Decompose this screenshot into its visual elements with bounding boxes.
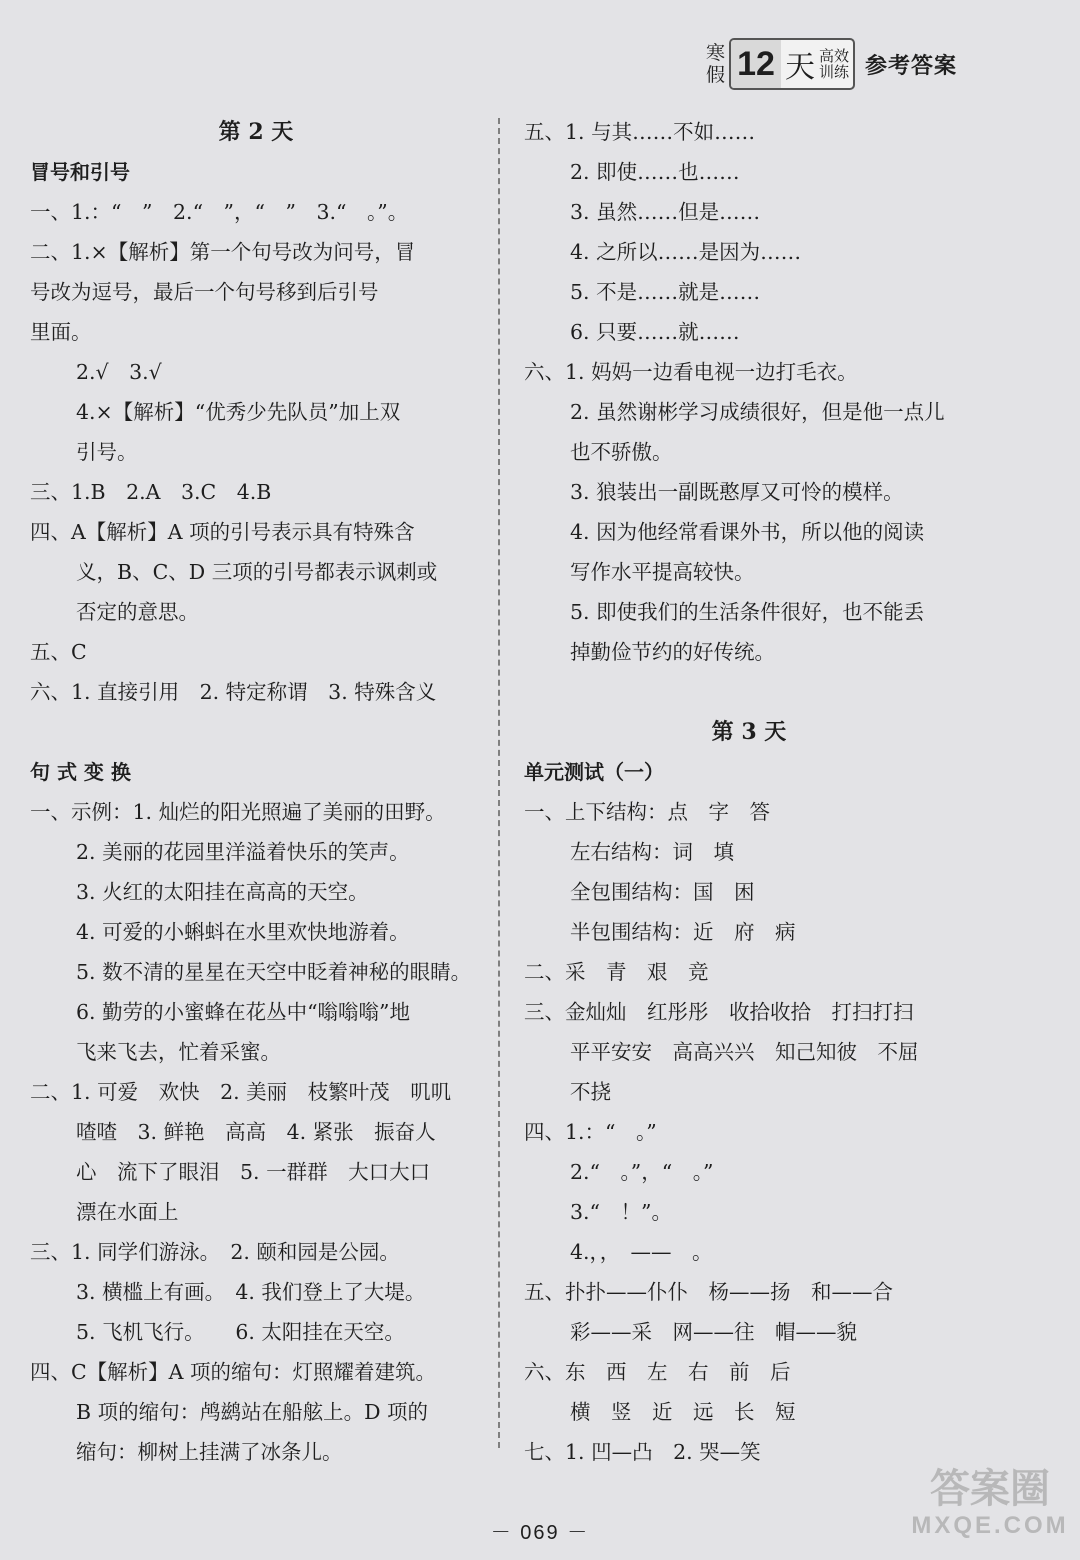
answer-line: 5. 不是……就是…… (570, 280, 761, 304)
answer-line: 五、C (30, 640, 87, 664)
header-sub-top: 高效 (819, 47, 850, 65)
answer-line: 4. 之所以……是因为…… (570, 240, 802, 264)
answer-line: 二、1.×【解析】第一个句号改为问号，冒 (30, 240, 416, 264)
answer-line: 漂在水面上 (76, 1200, 179, 1224)
answer-line: 喳喳 3. 鲜艳 高高 4. 紧张 振奋人 (76, 1120, 436, 1144)
answer-line: 3. 狼装出一副既憨厚又可怜的模样。 (570, 480, 904, 504)
column-divider (498, 118, 500, 1448)
header-season (706, 42, 725, 86)
answer-line: 七、1. 凹—凸 2. 哭—笑 (524, 1440, 761, 1464)
answer-line: 否定的意思。 (76, 600, 199, 624)
answer-line: 3. 火红的太阳挂在高高的天空。 (76, 880, 369, 904)
answer-line: 掉勤俭节约的好传统。 (570, 640, 775, 664)
answer-line: 五、扑扑——仆仆 杨——扬 和——合 (524, 1280, 893, 1304)
answer-line: 不挠 (570, 1080, 611, 1104)
answer-line: 引号。 (76, 440, 138, 464)
answer-line: 5. 飞机飞行。 6. 太阳挂在天空。 (76, 1320, 405, 1344)
answer-line: 二、1. 可爱 欢快 2. 美丽 枝繁叶茂 叽叽 (30, 1080, 452, 1104)
answer-line: 3.“ ！”。 (570, 1200, 673, 1224)
header-day-count: 12 (731, 40, 781, 88)
answer-line: 4.×【解析】“优秀少先队员”加上双 (76, 400, 401, 424)
answer-line: 2. 美丽的花园里洋溢着快乐的笑声。 (76, 840, 410, 864)
header-sub-bottom: 训练 (819, 63, 850, 81)
watermark-logo (900, 1466, 1080, 1540)
header-answer-label: 参考答案 (865, 52, 958, 79)
answer-line: 号改为逗号，最后一个句号移到后引号 (30, 280, 379, 304)
answer-line: 2.“ 。”，“ 。” (570, 1160, 714, 1184)
answer-line: 三、1. 同学们游泳。 2. 颐和园是公园。 (30, 1240, 400, 1264)
answer-line: 2. 即使……也…… (570, 160, 740, 184)
answer-line: 缩句：柳树上挂满了冰条儿。 (76, 1440, 343, 1464)
answer-line: 5. 数不清的星星在天空中眨着神秘的眼睛。 (76, 960, 472, 984)
answer-line: 五、1. 与其……不如…… (524, 120, 756, 144)
section-heading: 句 式 变 换 (30, 760, 131, 784)
header-logo-box (729, 38, 855, 90)
right-column (524, 112, 974, 1472)
answer-line: 2.√ 3.√ (76, 360, 162, 384)
left-column (30, 112, 482, 1472)
answer-line: 四、1.：“ 。” (524, 1120, 657, 1144)
answer-line: 6. 勤劳的小蜜蜂在花丛中“嗡嗡嗡”地 (76, 1000, 411, 1024)
answer-line: 里面。 (30, 320, 92, 344)
section-heading: 冒号和引号 (30, 160, 130, 184)
answer-line: 四、A【解析】A 项的引号表示具有特殊含 (30, 520, 415, 544)
answer-line: 平平安安 高高兴兴 知己知彼 不屈 (570, 1040, 919, 1064)
answer-line: 三、金灿灿 红彤彤 收拾收拾 打扫打扫 (524, 1000, 914, 1024)
answer-line: 心 流下了眼泪 5. 一群群 大口大口 (76, 1160, 431, 1184)
answer-line: 六、1. 妈妈一边看电视一边打毛衣。 (524, 360, 858, 384)
answer-line: 一、1.：“ ” 2.“ ”，“ ” 3.“ 。”。 (30, 200, 409, 224)
watermark-text: MXQE.COM (911, 1512, 1069, 1539)
header-tian: 天 (785, 50, 816, 85)
answer-line: 6. 只要……就…… (570, 320, 740, 344)
watermark-mark: 答案圈 (930, 1466, 1050, 1512)
answer-line: 三、1.B 2.A 3.C 4.B (30, 480, 272, 504)
answer-line: 义，B、C、D 三项的引号都表示讽刺或 (76, 560, 438, 584)
header-season-bottom: 假 (706, 64, 726, 86)
day-title: 第 3 天 (711, 719, 787, 745)
answer-line: 3. 虽然……但是…… (570, 200, 761, 224)
answer-line: 一、示例：1. 灿烂的阳光照遍了美丽的田野。 (30, 800, 446, 824)
answer-line: B 项的缩句：鸬鹚站在船舷上。D 项的 (76, 1400, 429, 1424)
book-header (706, 38, 957, 90)
answer-line: 半包围结构：近 府 病 (570, 920, 796, 944)
answer-line: 飞来飞去，忙着采蜜。 (76, 1040, 281, 1064)
answer-line: 六、1. 直接引用 2. 特定称谓 3. 特殊含义 (30, 680, 437, 704)
answer-line: 横 竖 近 远 长 短 (570, 1400, 796, 1424)
header-season-top: 寒 (706, 42, 726, 64)
answer-line: 六、东 西 左 右 前 后 (524, 1360, 791, 1384)
answer-line: 一、上下结构：点 字 答 (524, 800, 770, 824)
day-title: 第 2 天 (218, 119, 294, 145)
answer-line: 写作水平提高较快。 (570, 560, 755, 584)
answer-line: 也不骄傲。 (570, 440, 673, 464)
answer-line: 5. 即使我们的生活条件很好，也不能丢 (570, 600, 925, 624)
answer-line: 2. 虽然谢彬学习成绩很好，但是他一点儿 (570, 400, 945, 424)
page-number: － 069 － (490, 1522, 590, 1544)
answer-line: 彩——采 网——往 帽——貌 (570, 1320, 857, 1344)
answer-line: 全包围结构：国 困 (570, 880, 755, 904)
answer-line: 4. 因为他经常看课外书，所以他的阅读 (570, 520, 925, 544)
section-heading: 单元测试（一） (524, 760, 664, 784)
header-subtitle (819, 40, 853, 88)
answer-line: 左右结构：词 填 (570, 840, 734, 864)
answer-line: 4. 可爱的小蝌蚪在水里欢快地游着。 (76, 920, 410, 944)
answer-line: 3. 横槛上有画。 4. 我们登上了大堤。 (76, 1280, 426, 1304)
answer-line: 4.，， —— 。 (570, 1240, 713, 1264)
answer-line: 二、采 青 艰 竞 (524, 960, 709, 984)
answer-line: 四、C【解析】A 项的缩句：灯照耀着建筑。 (30, 1360, 437, 1384)
spacer (30, 712, 482, 752)
spacer (524, 672, 974, 712)
